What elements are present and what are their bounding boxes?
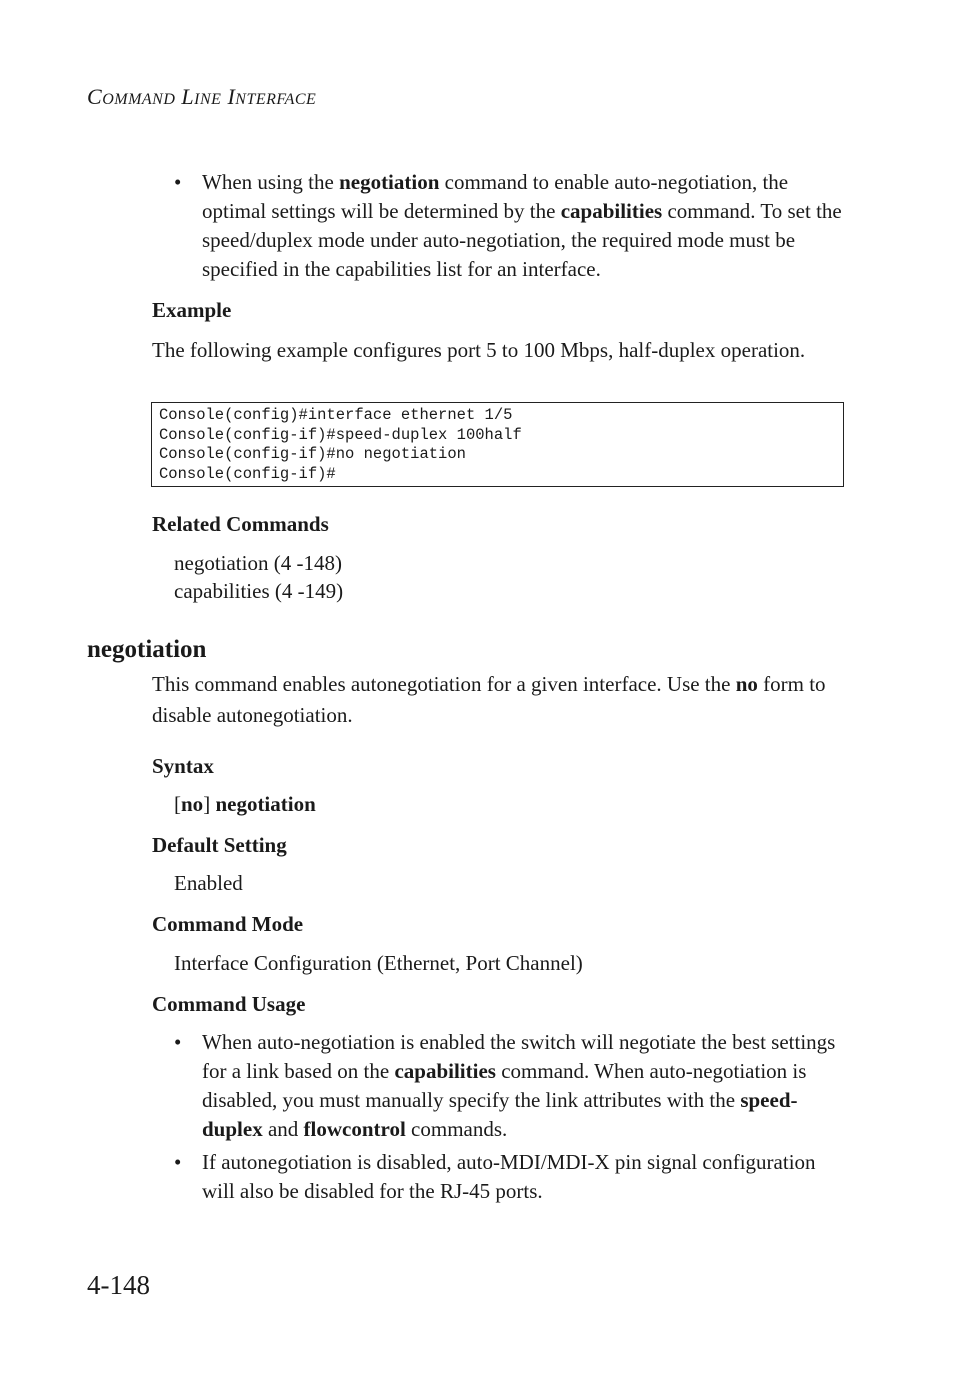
example-text: The following example configures port 5 to 100 Mbps, half-duplex operation. [152, 338, 806, 362]
page-number: 4-148 [87, 1270, 150, 1300]
command-mode-value: Interface Configuration (Ethernet, Port Channel) [174, 951, 583, 975]
usage-bullet-1: • When auto-negotiation is enabled the switch will negotiate the best settings for a link based on the capabilities command. When auto-negotiation is disabled, you must manually specify the link attributes with the speed-duplex and flowcontrol commands. [174, 1030, 836, 1141]
default-setting-heading: Default Setting [152, 833, 287, 857]
usage-bullet-2: • If autonegotiation is disabled, auto-MDI/MDI-X pin signal configuration will also be disabled for the RJ-45 ports. [174, 1150, 816, 1203]
command-title: negotiation [87, 636, 207, 663]
syntax-line: [no] negotiation [174, 792, 316, 816]
code-example [151, 402, 844, 487]
code-line: Console(config-if)#speed-duplex 100half [159, 425, 522, 444]
code-line: Console(config-if)#no negotiation [159, 445, 466, 463]
default-setting-value: Enabled [174, 871, 243, 895]
bullet-icon: • [174, 1030, 182, 1054]
example-heading: Example [152, 298, 232, 322]
command-usage-heading: Command Usage [152, 992, 306, 1016]
related-command-link[interactable]: capabilities (4 -149) [174, 579, 344, 603]
bullet-icon: • [174, 170, 182, 194]
code-line: Console(config)#interface ethernet 1/5 [159, 406, 513, 424]
running-header: COMMAND LINE INTERFACE [87, 84, 317, 109]
bullet-icon: • [174, 1150, 182, 1174]
related-commands-heading: Related Commands [152, 512, 329, 536]
related-commands-list [174, 549, 343, 605]
code-line: Console(config-if)# [159, 464, 336, 483]
command-description: This command enables autonegotiation for a given interface. Use the no form to disable autonegotiation. [152, 672, 826, 727]
syntax-heading: Syntax [152, 754, 214, 778]
usage-bullet-negotiation: • When using the negotiation command to enable auto-negotiation, the optimal settings will be determined by the capabilities command. To set the speed/duplex mode under auto-negotiation, the required mode must be specified in the capabilities list for an interface. [174, 170, 842, 281]
related-command-link[interactable]: negotiation (4 -148) [174, 551, 342, 575]
command-mode-heading: Command Mode [152, 912, 304, 936]
